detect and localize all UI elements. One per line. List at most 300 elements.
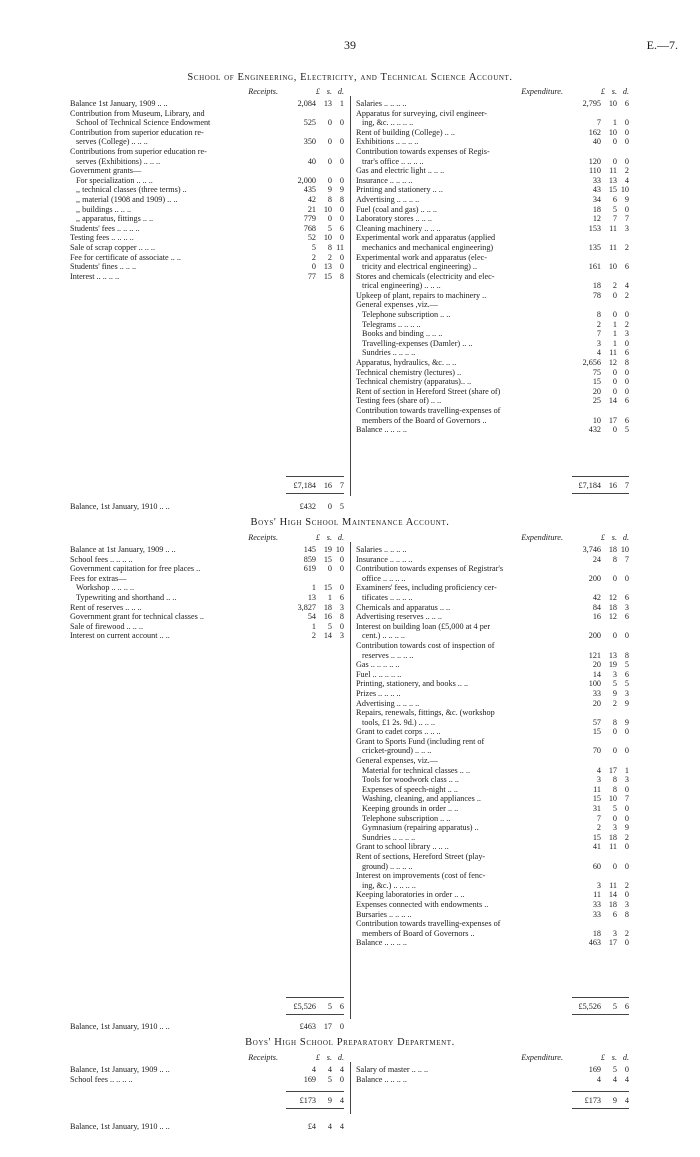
amount-shillings: 0 (612, 377, 617, 387)
unit-pounds: £ (600, 1053, 605, 1062)
amount-pounds: 14 (592, 669, 601, 679)
row-label: Balance, 1st January, 1909 .. .. (70, 1065, 170, 1074)
amount-pence: 0 (624, 842, 629, 852)
amount-pence: 8 (624, 358, 629, 368)
amount-pounds (573, 641, 601, 651)
amount-shillings: 0 (327, 156, 332, 166)
amount-shillings: 14 (323, 631, 332, 641)
amount (573, 109, 629, 119)
ledger-row (70, 233, 344, 243)
amount-shillings: 3 (612, 669, 617, 679)
ledger-row (356, 823, 629, 833)
amount (573, 881, 629, 891)
amount-shillings: 1 (612, 319, 617, 329)
amount-shillings: 5 (327, 223, 332, 233)
amount-pence: 0 (339, 175, 344, 185)
ledger-row (356, 871, 629, 881)
row-label: Balance at 1st January, 1909 .. .. (70, 545, 176, 554)
row-label: Government capitation for free places .. (70, 564, 201, 574)
row-label: Fee for certificate of associate .. .. (70, 252, 181, 262)
amount-pounds: 42 (307, 194, 316, 204)
amount (573, 425, 629, 435)
row-label: cent.) .. .. .. .. (362, 631, 405, 641)
receipts-legend (70, 88, 344, 96)
amount (288, 166, 344, 176)
ledger-row (356, 310, 629, 320)
amount (288, 612, 344, 622)
row-label: Material for technical classes .. .. (362, 765, 470, 775)
amount-pounds: 1 (311, 583, 316, 593)
amount-pence: 0 (339, 252, 344, 262)
amount (288, 574, 344, 584)
unit-shillings: s. (326, 87, 332, 96)
amount-pounds (573, 233, 601, 243)
amount-pence (332, 166, 344, 176)
ledger-row (356, 612, 629, 622)
ledger-row (70, 243, 344, 253)
amount (288, 137, 344, 147)
amount (573, 1065, 629, 1075)
ledger-row (356, 555, 629, 565)
amount-shillings: 12 (608, 612, 617, 622)
amount (288, 1075, 344, 1085)
amount-pence: 0 (624, 813, 629, 823)
amount (573, 195, 629, 205)
amount-pence: 3 (624, 775, 629, 785)
row-label: Tools for woodwork class .. .. (362, 775, 459, 785)
ledger-row (356, 919, 629, 929)
ledger-row (356, 205, 629, 215)
amount-pounds: 84 (592, 602, 601, 612)
amount-pence: 7 (624, 794, 629, 804)
ledger-row (356, 1065, 629, 1075)
amount-pounds: 859 (303, 554, 316, 564)
amount-pence: 2 (624, 832, 629, 842)
ledger-row (356, 185, 629, 195)
amount (573, 185, 629, 195)
ledger-row (356, 166, 629, 176)
amount-shillings (601, 253, 617, 263)
amount-pounds: 24 (592, 554, 601, 564)
unit-pence: d. (622, 533, 629, 542)
closing-balance-amount (288, 1122, 344, 1131)
amount-pounds: 200 (588, 631, 601, 641)
amount-pence: 0 (339, 233, 344, 243)
amount-pence: 0 (339, 621, 344, 631)
expenditure-total (573, 1096, 629, 1105)
amount (573, 243, 629, 253)
amount-pence: 0 (624, 377, 629, 387)
amount (573, 166, 629, 176)
row-label: tricity and electrical engineering) .. (362, 262, 478, 272)
unit-pounds: £ (315, 533, 320, 542)
ledger-row (356, 689, 629, 699)
unit-shillings: s. (611, 87, 617, 96)
amount-pence (617, 622, 629, 632)
amount-shillings: 0 (612, 861, 617, 871)
amount (573, 871, 629, 881)
amount (573, 910, 629, 920)
amount-pence (617, 583, 629, 593)
amount-shillings: 17 (608, 765, 617, 775)
amount (288, 593, 344, 603)
row-label: trar's office .. .. .. .. (362, 156, 424, 166)
amount-pounds (573, 622, 601, 632)
amount (573, 339, 629, 349)
amount-shillings: 0 (612, 631, 617, 641)
amount-pounds: 42 (592, 592, 601, 602)
amount-pounds: 18 (592, 928, 601, 938)
amount (288, 555, 344, 565)
amount (573, 679, 629, 689)
amount (288, 224, 344, 234)
ledger-row (70, 118, 344, 128)
receipts-heading: Receipts. (248, 533, 278, 542)
total-rule (286, 1014, 344, 1015)
row-label: cricket-ground) .. .. .. (362, 746, 432, 756)
amount-pounds (573, 300, 601, 310)
unit-shillings: s. (326, 1053, 332, 1062)
section-title-high-school: Boys' High School Maintenance Account. (250, 517, 450, 528)
unit-pounds: £ (600, 533, 605, 542)
amount-pence: 6 (624, 592, 629, 602)
amount-pounds (573, 737, 601, 747)
row-label: Contribution towards expenses of Registrar's (356, 564, 504, 574)
amount-pence: 3 (624, 602, 629, 612)
amount-pence: 3 (624, 899, 629, 909)
ledger-row (356, 396, 629, 406)
amount-shillings (316, 109, 332, 119)
ledger-row (356, 842, 629, 852)
row-label: Contribution towards travelling-expenses of (356, 406, 501, 415)
expenditure-total (573, 1002, 629, 1011)
row-label: Students' fees .. .. .. .. (70, 223, 140, 233)
amount-pounds: 350 (303, 137, 316, 147)
total-rule (572, 493, 629, 494)
section-title-preparatory: Boys' High School Preparatory Department. (245, 1037, 455, 1048)
amount (573, 564, 629, 574)
row-label: Interest on building loan (£5,000 at 4 per (356, 621, 491, 631)
amount-pounds: 525 (303, 118, 316, 128)
amount-pence (617, 300, 629, 310)
amount (573, 555, 629, 565)
amount-shillings: 15 (608, 185, 617, 195)
amount (573, 900, 629, 910)
amount-shillings (601, 147, 617, 157)
amount (288, 185, 344, 195)
amount-pence: 7 (624, 214, 629, 224)
amount (573, 300, 629, 310)
amount (573, 631, 629, 641)
total-rule (286, 493, 344, 494)
amount (573, 756, 629, 766)
ledger-row (70, 205, 344, 215)
amount-pence: 9 (624, 823, 629, 833)
total-pence: 7 (624, 481, 629, 490)
row-label: serves (Exhibitions) .. .. .. (76, 156, 161, 166)
amount-pounds: 3 (596, 880, 601, 890)
amount-pence: 0 (339, 1022, 344, 1031)
ledger-row (356, 416, 629, 426)
row-label: trical engineering) .. .. .. (362, 281, 441, 291)
ledger-row (356, 137, 629, 147)
amount-shillings: 0 (612, 310, 617, 320)
amount-pence (332, 109, 344, 119)
amount-pence (332, 574, 344, 584)
amount-pence: 11 (336, 242, 344, 252)
amount (573, 785, 629, 795)
ledger-row (356, 929, 629, 939)
ledger-row (356, 109, 629, 119)
amount-shillings: 4 (327, 1122, 332, 1131)
ledger-row (70, 583, 344, 593)
ledger-row (356, 603, 629, 613)
amount-pounds (288, 128, 316, 138)
amount-pence: 3 (339, 602, 344, 612)
amount-shillings: 10 (608, 99, 617, 108)
row-label: Interest .. .. .. .. (70, 271, 120, 281)
amount (573, 670, 629, 680)
amount-shillings: 11 (609, 880, 617, 890)
amount-pence: 0 (624, 746, 629, 756)
amount (573, 128, 629, 138)
amount-shillings: 17 (323, 1022, 332, 1031)
amount-pounds (573, 852, 601, 862)
row-label: Grant to Sports Fund (including rent of (356, 736, 485, 746)
amount (573, 593, 629, 603)
amount (573, 641, 629, 651)
amount-pounds: 10 (592, 415, 601, 425)
closing-balance-amount (288, 1022, 344, 1031)
amount (573, 862, 629, 872)
amount-pence: 0 (624, 890, 629, 900)
ledger-row (356, 699, 629, 709)
amount-pounds: 33 (592, 688, 601, 698)
amount-pounds: 52 (307, 233, 316, 243)
ledger-row (356, 910, 629, 920)
amount-shillings: 15 (323, 583, 332, 593)
amount-shillings: 14 (608, 890, 617, 900)
amount-pence: 0 (339, 156, 344, 166)
row-label: Travelling-expenses (Damler) .. .. (362, 338, 473, 348)
amount-pence: 0 (624, 118, 629, 128)
row-label: Washing, cleaning, and appliances .. (362, 794, 481, 804)
amount-pounds (573, 583, 601, 593)
amount-pounds: 20 (592, 698, 601, 708)
ledger-row (356, 233, 629, 243)
row-label: Advertising .. .. .. .. (356, 698, 420, 708)
ledger-row (70, 622, 344, 632)
row-label: Chemicals and apparatus .. .. (356, 602, 451, 612)
ledger-row (70, 1065, 344, 1075)
ledger-row (356, 253, 629, 263)
amount-shillings (601, 406, 617, 416)
amount (573, 545, 629, 555)
receipts-legend (70, 534, 344, 542)
amount-shillings (601, 919, 617, 929)
ledger-row (70, 195, 344, 205)
row-label: Printing and stationery .. .. (356, 185, 443, 195)
amount-pounds: 121 (588, 650, 601, 660)
ledger-row (70, 564, 344, 574)
ledger-row (70, 147, 344, 157)
amount-shillings: 14 (608, 396, 617, 406)
amount-pounds: 75 (592, 367, 601, 377)
expenditure-legend (356, 534, 629, 542)
receipts-column (70, 99, 344, 281)
amount (288, 564, 344, 574)
ledger-row (356, 890, 629, 900)
amount (573, 224, 629, 234)
amount (573, 718, 629, 728)
total-rule (286, 1108, 344, 1109)
amount-shillings: 3 (612, 928, 617, 938)
amount-shillings: 0 (327, 137, 332, 147)
total-rule (572, 1108, 629, 1109)
amount-shillings (601, 641, 617, 651)
amount-pence (617, 756, 629, 766)
expenditure-column (356, 545, 629, 948)
amount-shillings: 8 (327, 242, 332, 252)
expenditure-legend (356, 88, 629, 96)
amount-pounds (573, 919, 601, 929)
amount-pounds: 2,000 (297, 175, 316, 185)
total-pounds: £7,184 (578, 481, 601, 490)
ledger-row (70, 157, 344, 167)
unit-pounds: £ (315, 87, 320, 96)
amount (573, 842, 629, 852)
unit-pence: d. (337, 1053, 344, 1062)
ledger-row (70, 1075, 344, 1085)
amount-shillings (316, 574, 332, 584)
amount (573, 118, 629, 128)
amount-shillings: 6 (612, 909, 617, 919)
amount (573, 291, 629, 301)
amount-pence: 1 (624, 765, 629, 775)
amount-pounds (573, 109, 601, 119)
amount-pence: 7 (624, 554, 629, 564)
amount-pence: 6 (624, 415, 629, 425)
ledger-row (70, 631, 344, 641)
ledger-row (356, 794, 629, 804)
ledger-row (356, 814, 629, 824)
amount-pence: 10 (620, 545, 629, 554)
amount-pounds: 21 (307, 204, 316, 214)
total-shillings: 9 (327, 1096, 332, 1105)
amount-shillings: 17 (608, 938, 617, 948)
row-label: Government grant for technical classes .. (70, 612, 204, 622)
row-label: Contribution from Museum, Library, and (70, 108, 205, 118)
amount-pounds (573, 708, 601, 718)
amount-pence: 4 (339, 1122, 344, 1131)
amount-pounds (573, 756, 601, 766)
amount-pence: 6 (624, 99, 629, 108)
amount (573, 708, 629, 718)
amount-pounds: 162 (588, 127, 601, 137)
amount (573, 387, 629, 397)
unit-pence: d. (622, 87, 629, 96)
unit-pence: d. (622, 1053, 629, 1062)
row-label: ,, technical classes (three terms) .. (76, 185, 187, 195)
expenditure-heading: Expenditure. (521, 1053, 563, 1062)
amount-pence: 0 (624, 386, 629, 396)
amount-pence (617, 852, 629, 862)
amount-pence: 0 (339, 554, 344, 564)
amount (288, 195, 344, 205)
amount-pence: 6 (624, 612, 629, 622)
amount (288, 583, 344, 593)
receipts-total (288, 481, 344, 490)
amount-pence: 5 (624, 660, 629, 670)
receipts-heading: Receipts. (248, 87, 278, 96)
row-label: members of Board of Governors .. (362, 928, 475, 938)
ledger-row (356, 756, 629, 766)
amount-pence: 0 (624, 204, 629, 214)
amount-pounds: 31 (592, 804, 601, 814)
amount-pence (617, 564, 629, 574)
amount-pounds (573, 272, 601, 282)
amount-pounds: 4 (596, 348, 601, 358)
receipts-heading: Receipts. (248, 1053, 278, 1062)
amount-pounds: 20 (592, 660, 601, 670)
amount (573, 377, 629, 387)
amount-shillings: 19 (323, 545, 332, 554)
amount (288, 128, 344, 138)
amount (573, 348, 629, 358)
amount (573, 205, 629, 215)
amount-pounds: 2 (596, 823, 601, 833)
ledger-row (356, 593, 629, 603)
total-pounds: £7,184 (293, 481, 316, 490)
amount-shillings: 0 (612, 367, 617, 377)
row-label: Rent of reserves .. .. .. (70, 602, 142, 612)
ledger-row (70, 224, 344, 234)
row-label: School fees .. .. .. .. (70, 1074, 133, 1084)
amount (573, 281, 629, 291)
ledger-row (356, 804, 629, 814)
amount-pence (617, 272, 629, 282)
unit-pounds: £ (315, 1053, 320, 1062)
amount-shillings: 18 (608, 899, 617, 909)
amount-shillings (601, 564, 617, 574)
ledger-row (356, 564, 629, 574)
amount-pounds: 4 (596, 765, 601, 775)
ledger-row (356, 99, 629, 109)
amount-shillings: 9 (327, 185, 332, 195)
amount (573, 746, 629, 756)
amount-pence: 0 (624, 156, 629, 166)
amount-shillings: 6 (612, 194, 617, 204)
amount-pounds: 13 (307, 592, 316, 602)
row-label: Testing fees (share of) .. .. (356, 396, 442, 406)
amount-pence (617, 147, 629, 157)
amount (573, 929, 629, 939)
page-number: 39 (344, 38, 356, 52)
amount-pence: 6 (624, 396, 629, 406)
amount-pounds: 12 (592, 214, 601, 224)
ledger-row (70, 593, 344, 603)
row-label: Stores and chemicals (electricity and elec- (356, 271, 495, 281)
amount-shillings (601, 622, 617, 632)
amount-pence: 0 (339, 583, 344, 593)
receipts-column (70, 1065, 344, 1084)
ledger-row (356, 670, 629, 680)
amount-pounds: 0 (311, 262, 316, 272)
amount-pounds: 11 (593, 784, 601, 794)
ledger-row (70, 574, 344, 584)
amount-pounds: 15 (592, 377, 601, 387)
amount-pounds: 2,795 (582, 99, 601, 108)
